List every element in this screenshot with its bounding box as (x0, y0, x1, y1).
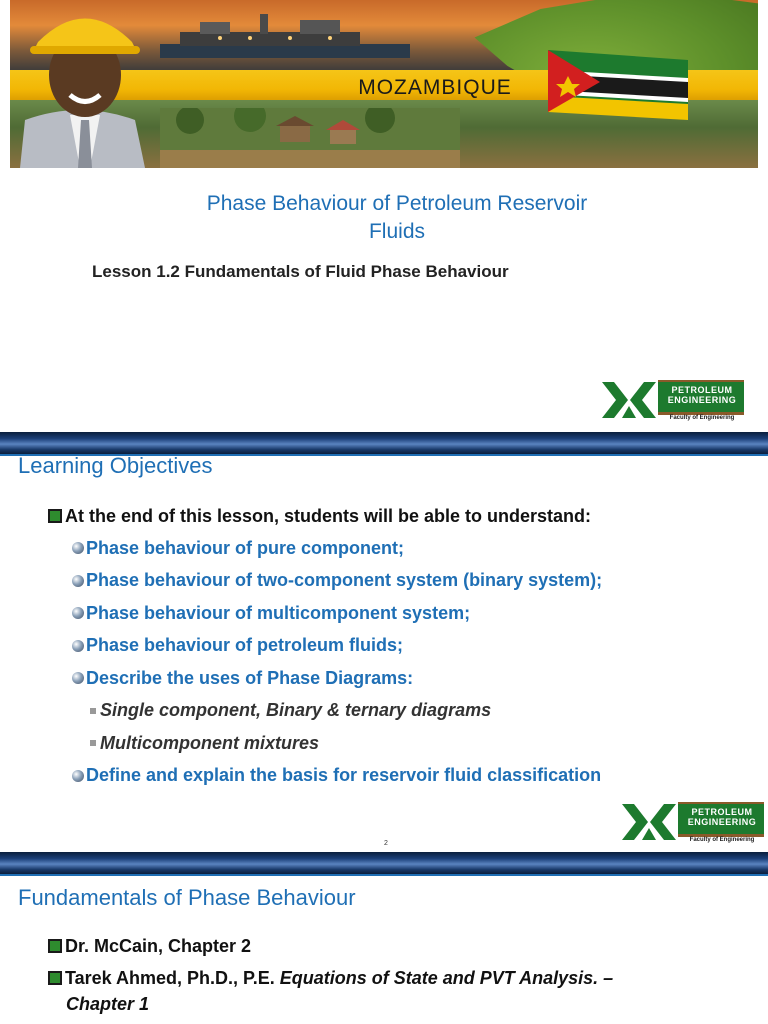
sub-item-text: Single component, Binary & ternary diagrams (100, 700, 492, 721)
slide-divider-line (0, 874, 768, 876)
logo-emblem-icon (620, 802, 678, 844)
square-bullet-icon (48, 509, 62, 523)
objective-text: Phase behaviour of multicomponent system; (86, 602, 471, 623)
logo-subtitle: Faculty of Engineering (689, 837, 755, 843)
list-item (48, 532, 602, 565)
list-item (48, 965, 613, 991)
round-bullet-icon (72, 640, 84, 652)
list-item (48, 695, 602, 728)
round-bullet-icon (72, 575, 84, 587)
reference-text: Dr. McCain, Chapter 2 (65, 936, 252, 956)
logo-line-2: ENGINEERING (667, 395, 737, 405)
objective-text: Phase behaviour of petroleum fluids; (86, 635, 404, 656)
section-heading-objectives: Learning Objectives (18, 453, 213, 478)
round-bullet-icon (72, 542, 84, 554)
reference-chapter: Chapter 1 (66, 994, 150, 1014)
small-square-bullet-icon (90, 708, 96, 714)
list-item (48, 991, 613, 1017)
title-line-2: Fluids (368, 220, 426, 243)
objectives-list (48, 500, 602, 792)
list-item (48, 565, 602, 598)
page-number: 2 (384, 840, 388, 847)
slide-divider (0, 432, 768, 454)
reference-book-title: Equations of State and PVT Analysis. – (279, 968, 614, 988)
slide-divider (0, 852, 768, 874)
square-bullet-icon (48, 971, 62, 985)
village-image (160, 108, 460, 168)
list-item (48, 662, 602, 695)
round-bullet-icon (72, 770, 84, 782)
logo-line-1: PETROLEUM (691, 807, 753, 817)
objective-text: Describe the uses of Phase Diagrams: (86, 667, 414, 688)
petroleum-engineering-logo (620, 802, 766, 846)
list-item (48, 500, 602, 532)
sub-item-text: Multicomponent mixtures (100, 732, 320, 753)
list-item (48, 727, 602, 760)
logo-line-2: ENGINEERING (687, 817, 757, 827)
round-bullet-icon (72, 607, 84, 619)
logo-line-1: PETROLEUM (671, 385, 733, 395)
list-item (48, 933, 613, 959)
small-square-bullet-icon (90, 740, 96, 746)
list-item (48, 760, 602, 793)
mozambique-flag-image (538, 40, 698, 130)
references-list (48, 933, 613, 1017)
logo-emblem-icon (600, 380, 658, 422)
logo-text (680, 807, 764, 827)
logo-subtitle: Faculty of Engineering (669, 415, 735, 421)
title-line-1: Phase Behaviour of Petroleum Reservoir (206, 192, 588, 215)
engineer-photo (10, 0, 160, 168)
lesson-subtitle: Lesson 1.2 Fundamentals of Fluid Phase Behaviour (92, 262, 509, 281)
reference-author: Tarek Ahmed, Ph.D., P.E. (65, 968, 280, 988)
banner-country-label: MOZAMBIQUE (358, 76, 512, 99)
oil-rig-ship-image (160, 10, 410, 58)
logo-text (660, 385, 744, 405)
list-item (48, 597, 602, 630)
petroleum-engineering-logo (600, 380, 746, 424)
objective-text: Phase behaviour of two-component system (binary system); (86, 570, 603, 591)
objectives-intro: At the end of this lesson, students will be able to understand: (65, 505, 592, 526)
section-heading-fundamentals: Fundamentals of Phase Behaviour (18, 885, 356, 910)
page-title (130, 190, 664, 246)
reference-text (65, 965, 613, 991)
objective-text: Phase behaviour of pure component; (86, 537, 405, 558)
list-item (48, 630, 602, 663)
objective-text: Define and explain the basis for reservoir fluid classification (86, 765, 602, 786)
round-bullet-icon (72, 672, 84, 684)
square-bullet-icon (48, 939, 62, 953)
header-banner (10, 0, 758, 168)
